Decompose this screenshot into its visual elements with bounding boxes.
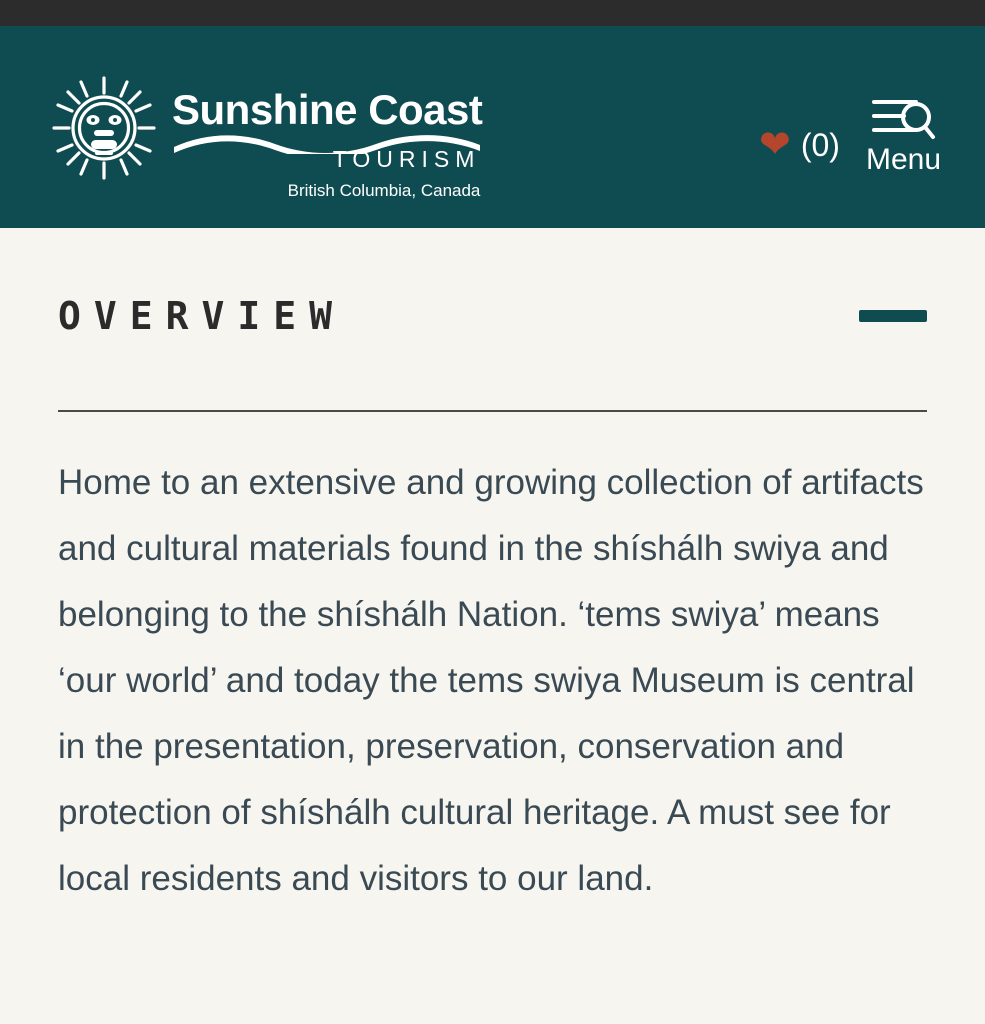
section-divider <box>58 410 927 412</box>
brand-logo[interactable] <box>0 26 482 201</box>
favorites-button[interactable] <box>759 126 840 164</box>
overview-section-header <box>58 228 927 338</box>
main-content <box>0 228 985 912</box>
menu-label: Menu <box>865 143 941 176</box>
wave-icon <box>172 134 482 152</box>
header-actions <box>759 26 985 176</box>
minus-icon[interactable] <box>859 310 927 322</box>
overview-body-text: Home to an extensive and growing collection of artifacts and cultural materials found in the shíshálh swiya and belonging to the shíshálh Nation. ‘tems swiya’ means ‘our world’ and today the tems swiya Museum is central in the presentation, preservation, conservation and protection of shíshálh cultural heritage. A must see for local residents and visitors to our land. <box>58 463 924 898</box>
brand-title: Sunshine Coast <box>172 86 483 133</box>
site-header <box>0 26 985 228</box>
sun-mask-icon <box>50 74 158 182</box>
browser-top-bar <box>0 0 985 26</box>
menu-button[interactable] <box>866 94 941 176</box>
brand-location: British Columbia, Canada <box>287 181 481 200</box>
page-title: OVERVIEW <box>58 294 346 338</box>
favorites-count: (0) <box>800 127 840 163</box>
brand-text-block <box>172 74 482 201</box>
hamburger-search-icon <box>870 94 936 148</box>
heart-icon: ❤ <box>759 124 791 166</box>
brand-subtitle: TOURISM <box>332 146 481 172</box>
